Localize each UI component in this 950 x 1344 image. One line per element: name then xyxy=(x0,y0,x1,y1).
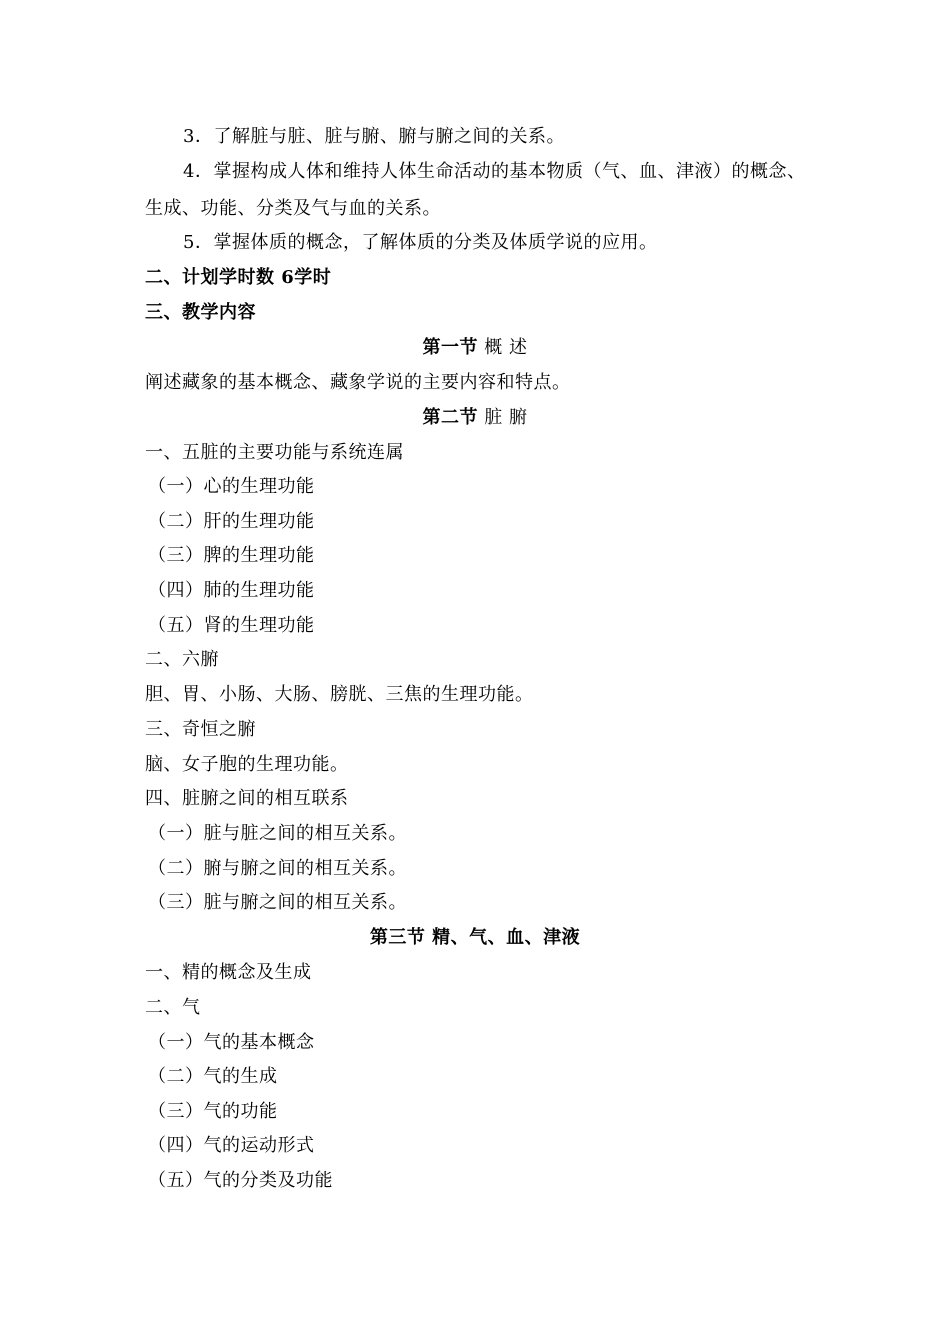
section-3-line: （五）气的分类及功能 xyxy=(148,1170,333,1191)
heading-teaching-content: 三、教学内容 xyxy=(145,302,256,323)
section-1-body: 阐述藏象的基本概念、藏象学说的主要内容和特点。 xyxy=(145,372,571,393)
section-2-line: 二、六腑 xyxy=(145,649,219,670)
section-2-line: 三、奇恒之腑 xyxy=(145,719,256,740)
section-3-line: （二）气的生成 xyxy=(148,1066,278,1087)
section-2-line: （二）肝的生理功能 xyxy=(148,511,315,532)
section-3-line: （四）气的运动形式 xyxy=(148,1135,315,1156)
section-3-line: 一、精的概念及生成 xyxy=(145,962,312,983)
section-3-title: 第三节 精、气、血、津液 xyxy=(369,927,581,948)
section-3-line: 二、气 xyxy=(145,997,201,1018)
section-2-line: （三）脾的生理功能 xyxy=(148,545,315,566)
section-2-line: 胆、胃、小肠、大肠、膀胱、三焦的生理功能。 xyxy=(145,684,534,705)
section-2-line: （一）脏与脏之间的相互关系。 xyxy=(148,823,407,844)
section-2-title xyxy=(0,406,950,430)
objective-4: 4．掌握构成人体和维持人体生命活动的基本物质（气、血、津液）的概念、 xyxy=(183,161,806,182)
section-2-title-text: 脏 腑 xyxy=(478,407,528,428)
heading-planned-hours: 二、计划学时数 6学时 xyxy=(145,267,332,288)
section-2-line: （一）心的生理功能 xyxy=(148,476,315,497)
section-2-line: 四、脏腑之间的相互联系 xyxy=(145,788,349,809)
section-2-line: 一、五脏的主要功能与系统连属 xyxy=(145,442,404,463)
objective-5: 5．掌握体质的概念，了解体质的分类及体质学说的应用。 xyxy=(183,232,658,253)
section-2-line: （二）腑与腑之间的相互关系。 xyxy=(148,858,407,879)
section-2-line: （四）肺的生理功能 xyxy=(148,580,315,601)
section-1-title-number: 第一节 xyxy=(422,337,479,358)
section-2-line: （五）肾的生理功能 xyxy=(148,615,315,636)
section-2-line: 脑、女子胞的生理功能。 xyxy=(145,754,349,775)
objective-3: 3．了解脏与脏、脏与腑、腑与腑之间的关系。 xyxy=(183,126,565,147)
section-1-title xyxy=(0,336,950,360)
section-3-line: （三）气的功能 xyxy=(148,1101,278,1122)
section-3-line: （一）气的基本概念 xyxy=(148,1032,315,1053)
section-2-line: （三）脏与腑之间的相互关系。 xyxy=(148,892,407,913)
objective-4-continued: 生成、功能、分类及气与血的关系。 xyxy=(145,198,441,219)
section-1-title-text: 概 述 xyxy=(478,337,528,358)
section-2-title-number: 第二节 xyxy=(422,407,479,428)
